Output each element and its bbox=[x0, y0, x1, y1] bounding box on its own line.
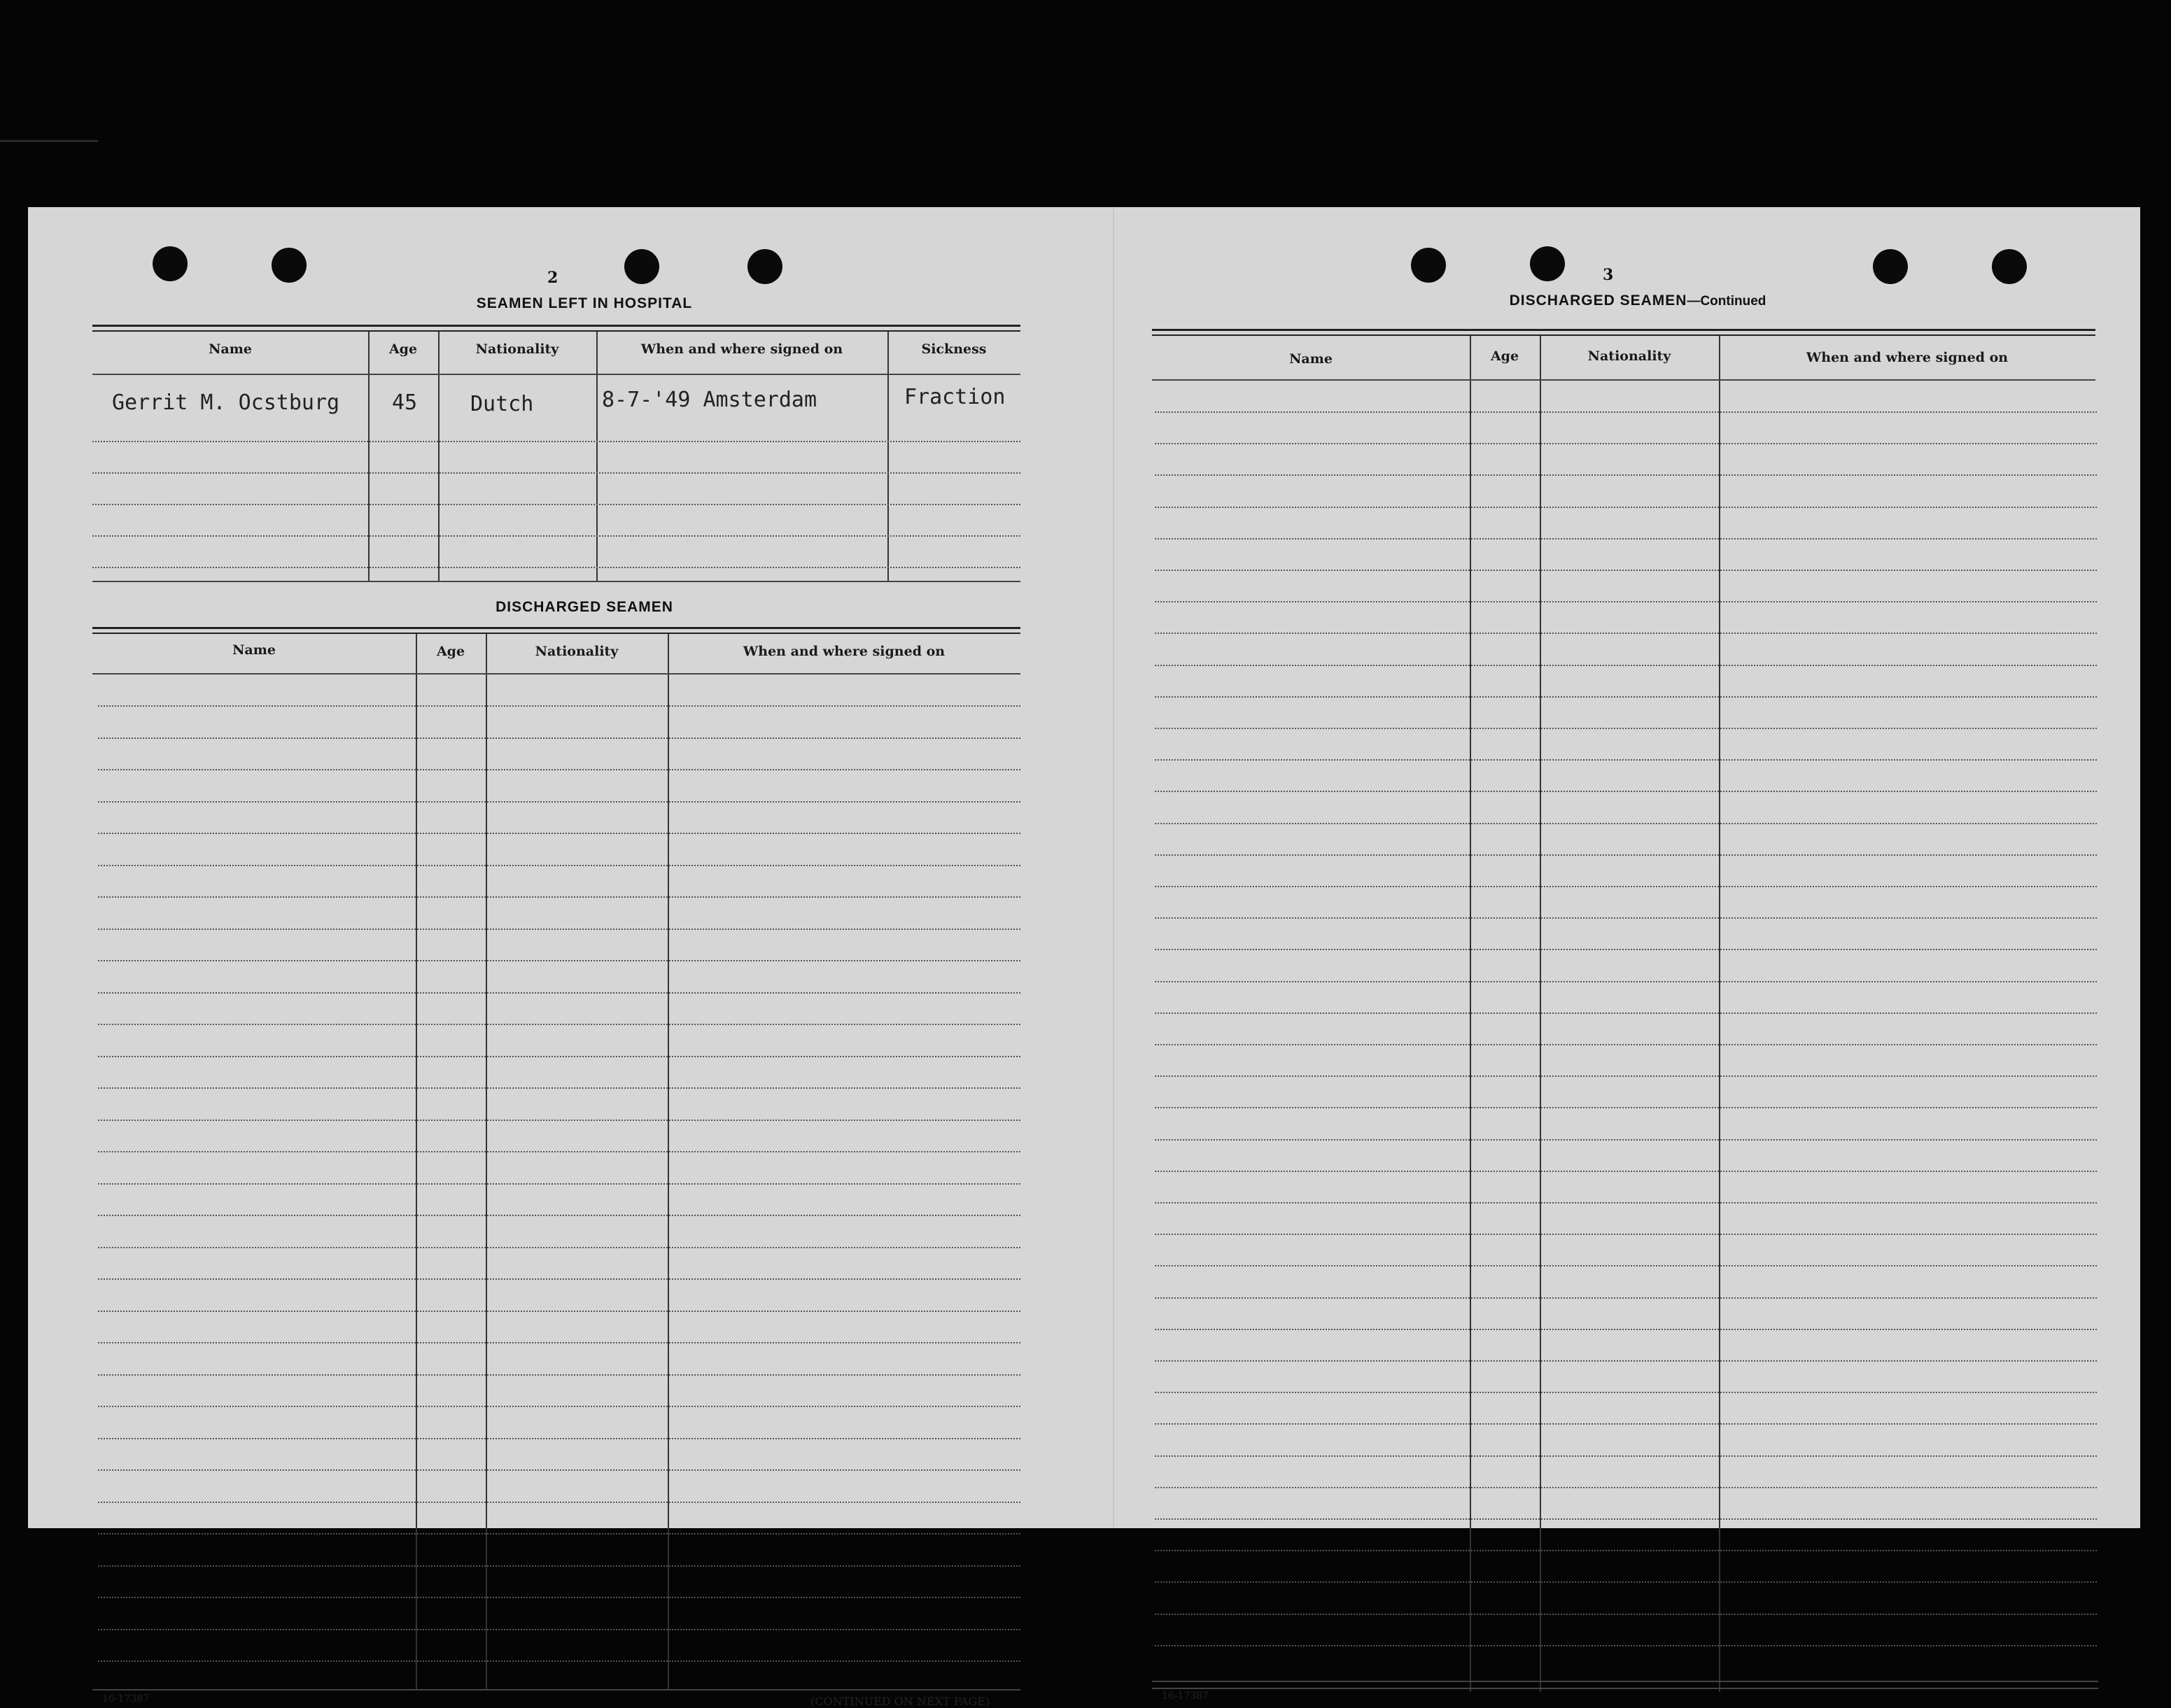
ruled-line bbox=[1155, 1550, 2097, 1551]
ruled-line bbox=[1155, 949, 2097, 950]
ruled-line bbox=[1155, 1581, 2097, 1583]
hospital-header-signed-on: When and where signed on bbox=[640, 341, 843, 357]
ruled-line bbox=[1155, 1329, 2097, 1330]
ruled-line bbox=[98, 1056, 1020, 1057]
ruled-line bbox=[98, 1342, 1020, 1343]
right-top-rule-2 bbox=[1152, 334, 2095, 336]
ruled-line bbox=[98, 1469, 1020, 1471]
hospital-header-age: Age bbox=[388, 341, 418, 357]
ruled-line bbox=[1155, 601, 2097, 602]
ruled-line bbox=[98, 833, 1020, 834]
col-divider bbox=[668, 634, 669, 1689]
page-number-left: 2 bbox=[547, 269, 558, 287]
ruled-line bbox=[1155, 1012, 2097, 1014]
discharged-top-rule-2 bbox=[92, 633, 1020, 634]
discharged-section-title: DISCHARGED SEAMEN bbox=[496, 599, 673, 615]
ruled-line bbox=[1155, 1234, 2097, 1235]
ruled-line bbox=[1155, 823, 2097, 824]
hospital-entry-sickness: Fraction bbox=[904, 385, 1006, 409]
ruled-line bbox=[98, 865, 1020, 866]
ruled-line bbox=[98, 1151, 1020, 1152]
ruled-line bbox=[1155, 728, 2097, 729]
ruled-line bbox=[98, 1438, 1020, 1439]
hospital-entry-signed-on: 8-7-'49 Amsterdam bbox=[602, 388, 817, 412]
col-divider bbox=[596, 332, 598, 581]
ruled-line bbox=[1155, 1392, 2097, 1393]
ruled-line bbox=[98, 1533, 1020, 1534]
ruled-line bbox=[1155, 1455, 2097, 1457]
ruled-line bbox=[92, 472, 1020, 474]
ruled-line bbox=[1155, 633, 2097, 634]
ruled-line bbox=[1155, 1645, 2097, 1646]
ruled-line bbox=[92, 567, 1020, 568]
hospital-header-sickness: Sickness bbox=[921, 341, 987, 357]
right-section-title bbox=[1358, 292, 1918, 309]
discharged-top-rule bbox=[92, 627, 1020, 629]
ruled-line bbox=[1155, 1107, 2097, 1108]
discharged-header-signed-on: When and where signed on bbox=[743, 644, 946, 659]
ruled-line bbox=[98, 705, 1020, 707]
hospital-header-name: Name bbox=[209, 341, 252, 357]
right-header-age: Age bbox=[1490, 348, 1519, 364]
right-top-rule bbox=[1152, 329, 2095, 331]
right-header-signed-on: When and where signed on bbox=[1806, 350, 2009, 365]
ruled-line bbox=[1155, 917, 2097, 919]
ruled-line bbox=[98, 1120, 1020, 1121]
hospital-header-nationality: Nationality bbox=[475, 341, 559, 357]
ruled-line bbox=[1155, 1265, 2097, 1266]
right-header-rule bbox=[1152, 379, 2095, 381]
ruled-line bbox=[98, 896, 1020, 898]
ruled-line bbox=[92, 504, 1020, 505]
ruled-line bbox=[98, 1565, 1020, 1567]
ruled-line bbox=[1155, 1360, 2097, 1362]
discharged-header-rule bbox=[92, 673, 1020, 675]
col-divider bbox=[368, 332, 370, 581]
ruled-line bbox=[98, 1629, 1020, 1630]
punch-hole bbox=[272, 248, 307, 283]
ruled-line bbox=[98, 929, 1020, 930]
punch-hole bbox=[747, 249, 782, 284]
ruled-line bbox=[98, 1660, 1020, 1662]
hospital-top-rule bbox=[92, 325, 1020, 327]
ruled-line bbox=[1155, 1044, 2097, 1045]
right-header-nationality: Nationality bbox=[1587, 348, 1671, 364]
ruled-line bbox=[1155, 1518, 2097, 1520]
discharged-header-nationality: Nationality bbox=[535, 644, 619, 659]
col-divider bbox=[438, 332, 440, 581]
ruled-line bbox=[1155, 507, 2097, 508]
ruled-line bbox=[1155, 886, 2097, 887]
punch-hole bbox=[624, 249, 659, 284]
ruled-line bbox=[98, 1183, 1020, 1185]
col-divider bbox=[887, 332, 889, 581]
ruled-line bbox=[98, 1597, 1020, 1598]
ruled-line bbox=[98, 769, 1020, 770]
hospital-entry-age: 45 bbox=[392, 390, 418, 415]
ruled-line bbox=[98, 1247, 1020, 1248]
ruled-line bbox=[1155, 538, 2097, 539]
hospital-header-rule bbox=[92, 374, 1020, 375]
ruled-line bbox=[98, 1024, 1020, 1025]
hospital-entry-name: Gerrit M. Ocstburg bbox=[112, 390, 340, 415]
ruled-line bbox=[1155, 1139, 2097, 1141]
ruled-line bbox=[1155, 854, 2097, 856]
right-title-suffix: —Continued bbox=[1687, 294, 1766, 309]
scan-edge-mark bbox=[0, 140, 98, 142]
discharged-header-name: Name bbox=[232, 642, 276, 658]
ruled-line bbox=[1155, 1202, 2097, 1204]
ruled-line bbox=[98, 1278, 1020, 1280]
page-fold bbox=[1113, 207, 1114, 1528]
hospital-bottom-rule bbox=[92, 581, 1020, 582]
ruled-line bbox=[98, 1374, 1020, 1376]
ruled-line bbox=[1155, 791, 2097, 792]
right-header-name: Name bbox=[1289, 351, 1333, 367]
ruled-line bbox=[1155, 981, 2097, 982]
ruled-line bbox=[1155, 665, 2097, 666]
ruled-line bbox=[98, 992, 1020, 994]
ruled-line bbox=[98, 1087, 1020, 1089]
punch-hole bbox=[1530, 246, 1565, 281]
ruled-line bbox=[1155, 1075, 2097, 1077]
hospital-entry-nationality: Dutch bbox=[470, 392, 534, 416]
right-bottom-rule bbox=[1152, 1681, 2098, 1682]
discharged-bottom-rule bbox=[92, 1689, 1020, 1691]
ruled-line bbox=[98, 737, 1020, 739]
ruled-line bbox=[1155, 1423, 2097, 1425]
punch-hole bbox=[1873, 249, 1908, 284]
ruled-line bbox=[1155, 759, 2097, 761]
document-sheet bbox=[28, 207, 2140, 1708]
ruled-line bbox=[1155, 1297, 2097, 1299]
ruled-line bbox=[98, 1311, 1020, 1312]
continued-note: (CONTINUED ON NEXT PAGE) bbox=[810, 1695, 990, 1708]
discharged-header-age: Age bbox=[436, 644, 465, 659]
right-bottom-rule-2 bbox=[1152, 1688, 2098, 1689]
col-divider bbox=[486, 634, 487, 1689]
ruled-line bbox=[1155, 474, 2097, 476]
ruled-line bbox=[92, 441, 1020, 442]
col-divider bbox=[416, 634, 417, 1689]
ruled-line bbox=[1155, 1171, 2097, 1172]
punch-hole bbox=[1411, 248, 1446, 283]
ruled-line bbox=[98, 1406, 1020, 1407]
punch-hole bbox=[1992, 249, 2027, 284]
right-title-text: DISCHARGED SEAMEN bbox=[1509, 292, 1687, 309]
hospital-top-rule-2 bbox=[92, 330, 1020, 332]
ruled-line bbox=[98, 801, 1020, 803]
ruled-line bbox=[98, 1215, 1020, 1216]
ruled-line bbox=[1155, 443, 2097, 444]
page-number-right: 3 bbox=[1603, 266, 1614, 284]
form-number-right: 16-17387 bbox=[1162, 1691, 1209, 1702]
ruled-line bbox=[98, 1502, 1020, 1503]
ruled-line bbox=[1155, 696, 2097, 698]
ruled-line bbox=[1155, 570, 2097, 571]
ruled-line bbox=[1155, 1614, 2097, 1615]
ruled-line bbox=[1155, 411, 2097, 413]
punch-hole bbox=[153, 246, 188, 281]
form-number-left: 16-17387 bbox=[102, 1693, 150, 1705]
ruled-line bbox=[1155, 1487, 2097, 1488]
hospital-section-title: SEAMEN LEFT IN HOSPITAL bbox=[476, 295, 693, 311]
ruled-line bbox=[98, 960, 1020, 961]
ruled-line bbox=[92, 535, 1020, 537]
